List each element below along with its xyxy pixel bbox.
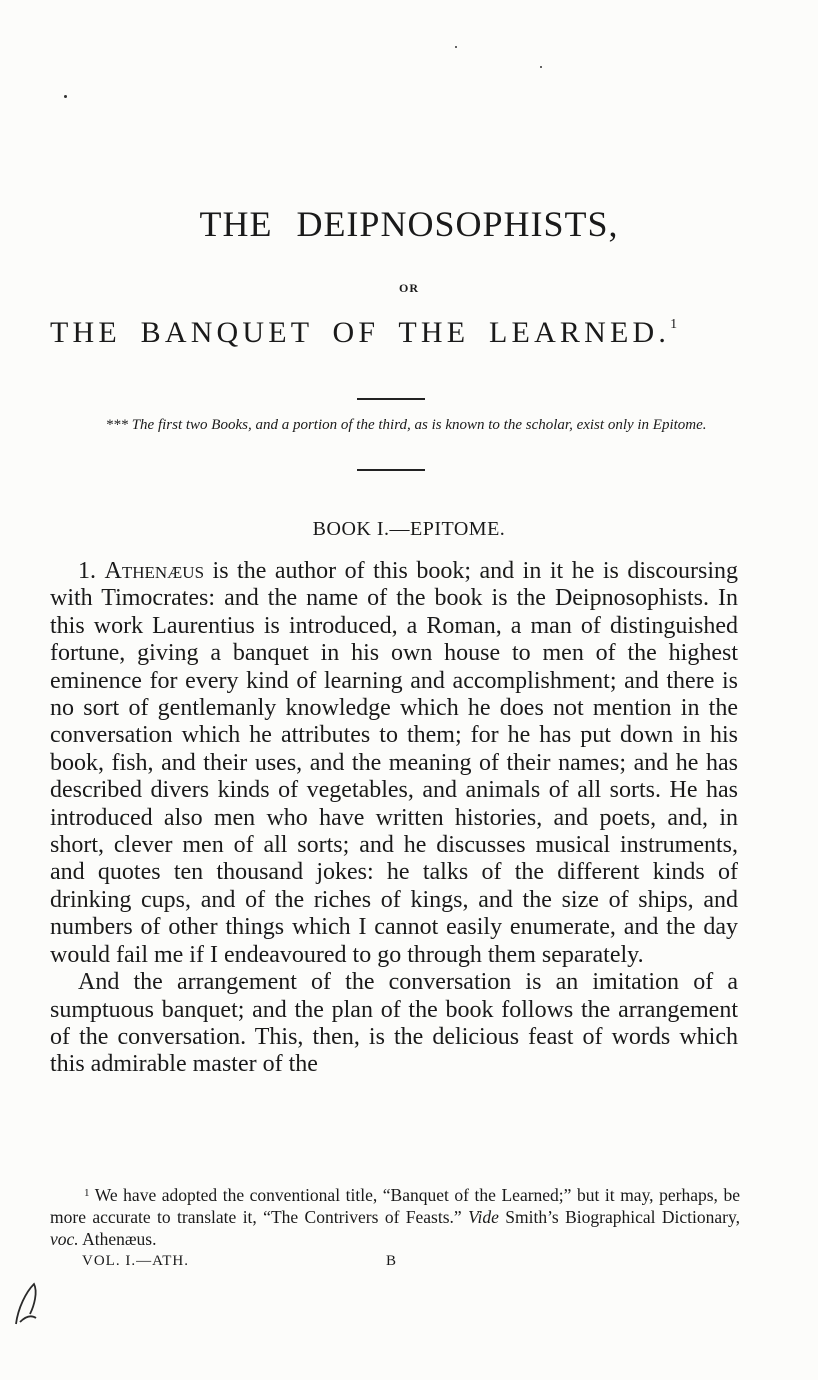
footnote-text: We have adopted the conventional title, “Banquet of the Learned;” but it may, perhaps, be more accurate to translate it, “The Contrivers of Feasts.” — [50, 1185, 740, 1227]
signature-mark: B — [386, 1253, 397, 1269]
paragraph: And the arrangement of the conversation is an imitation of a sumptuous banquet; and the plan of the book follows the arrangement of the conversation. This, then, is the delicious feast of words which this admirable master of the — [50, 969, 738, 1078]
author-name: Athenæus — [104, 558, 205, 584]
ink-speck — [64, 95, 67, 98]
paragraph-number: 1. — [78, 558, 96, 584]
divider-rule — [357, 469, 425, 471]
volume-signature: VOL. I.—ATH. — [82, 1253, 189, 1269]
body-text — [50, 558, 738, 1079]
ink-speck — [455, 46, 457, 48]
editorial-note: *** The first two Books, and a portion of the third, as is known to the scholar, exist only in Epitome. — [105, 417, 707, 433]
footnote-vide: Vide — [468, 1207, 499, 1227]
subtitle-text: THE BANQUET OF THE LEARNED. — [50, 316, 671, 349]
footnote-text: Athenæus. — [78, 1229, 157, 1249]
paragraph-text: is the author of this book; and in it he is discoursing with Timocrates: and the name of the book is the Deipnosophists. In this work Laurentius is introduced, a Roman, a man of distinguished fortune, giving a banquet in his own house to men of the highest eminence for every kind of learning and accomplishment; and there is no sort of gentlemanly knowledge which he does not mention in the conversation which he attributes to them; for he has put down in his book, fish, and their uses, and the meaning of their names; and he has described divers kinds of vegetables, and animals of all sorts. He has introduced also men who have written histories, and poets, and, in short, clever men of all sorts; and he discusses musical instruments, and quotes ten thousand jokes: he talks of the different kinds of drinking cups, and of the riches of kings, and the size of ships, and numbers of other things which I cannot easily enumerate, and the day would fail me if I endeavoured to go through them separately. — [50, 558, 739, 968]
title-conjunction: OR — [399, 281, 419, 295]
footnote-voc: voc. — [50, 1229, 79, 1249]
page-subtitle — [50, 316, 790, 350]
footnote-text: Smith’s Biographical Dictionary, — [498, 1207, 740, 1227]
footnote-reference: 1 — [670, 317, 678, 332]
paragraph — [50, 558, 738, 969]
ink-speck — [540, 66, 542, 68]
footnote-mark: 1 — [84, 1187, 90, 1199]
handwritten-mark — [8, 1278, 44, 1330]
page-title: THE DEIPNOSOPHISTS, — [199, 204, 619, 244]
divider-rule — [357, 398, 425, 400]
book-heading: BOOK I.—EPITOME. — [312, 518, 506, 540]
footnote — [50, 1182, 740, 1250]
